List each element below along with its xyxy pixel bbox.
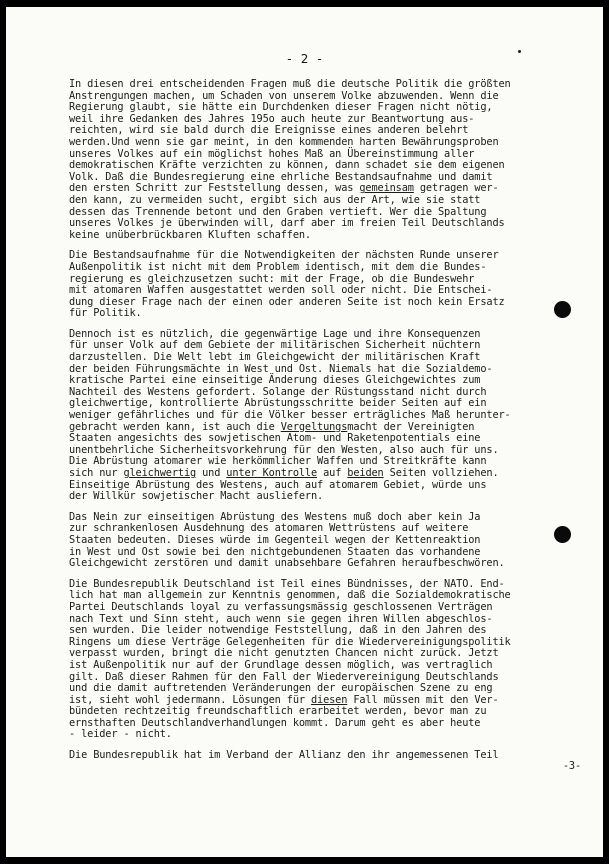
text-line: weniger gefährliches und für die Völker besser erträgliches Maß herunter- xyxy=(69,409,511,422)
text-line: der Willkür sowjetischer Macht ausliefern. xyxy=(69,490,324,503)
document-page xyxy=(6,7,603,857)
text-line: Dennoch ist es nützlich, die gegenwärtige Lage und ihre Konsequenzen xyxy=(69,327,481,340)
text-line: weil ihre Gedanken des Jahres 195o auch heute zur Beantwortung aus- xyxy=(69,112,475,125)
punch-hole-upper xyxy=(554,301,571,318)
text-line: Die Bestandsaufnahme für die Notwendigkeiten der nächsten Runde unserer xyxy=(69,249,499,262)
text-line: Ringens um diese Verträge Gelegenheiten für die Wiedervereinigungspolitik xyxy=(69,635,511,648)
scan-speck xyxy=(518,50,521,53)
text-line: Staaten bedeuten. Dieses würde im Gegenteil wegen der Kettenreaktion xyxy=(69,533,481,546)
text-line: gebracht werden kann, ist auch die Vergeltungsmacht der Vereinigten xyxy=(69,420,475,433)
text-line: in West und Ost sowie bei den nichtgebundenen Staaten das vorhandene xyxy=(69,545,481,558)
text-line: nach Text und Sinn steht, auch wenn sie gegen ihren Willen abgeschlos- xyxy=(69,612,493,625)
text-line: unseres Volkes auf ein möglichst hohes Maß an Übereinstimmung aller xyxy=(69,147,475,160)
next-page-marker: -3- xyxy=(562,759,581,772)
text-line: - leider - nicht. xyxy=(69,728,172,741)
text-line: sich nur gleichwertig und unter Kontrolle auf beiden Seiten vollziehen. xyxy=(69,467,499,479)
text-line: Die Abrüstung atomarer wie herkömmlicher Waffen und Streitkräfte kann xyxy=(69,455,487,468)
text-line: und die damit auftretenden Veränderungen der europäischen Szene zu eng xyxy=(69,682,493,695)
text-line: für unser Volk auf dem Gebiete der militärischen Sicherheit nüchtern xyxy=(69,339,481,352)
text-line: Einseitige Abrüstung des Westens, auch auf atomarem Gebiet, würde uns xyxy=(69,478,487,491)
text-line: kratische Partei eine einseitige Änderung dieses Gleichgewichtes zum xyxy=(69,374,481,387)
text-line: werden.Und wenn sie gar meint, in den kommenden harten Bewährungsproben xyxy=(69,135,499,148)
page-number: - 2 - xyxy=(285,51,324,66)
text-line: gilt. Daß dieser Rahmen für den Fall der Wiedervereinigung Deutschlands xyxy=(69,670,499,683)
text-line: Staaten angesichts des sowjetischen Atom- und Raketenpotentials eine xyxy=(69,432,481,445)
text-line: Regierung glaubt, sie hätte ein Durchdenken dieser Fragen nicht nötig, xyxy=(69,101,493,114)
paragraph-3 xyxy=(69,329,589,503)
text-line: Nachteil des Westens gefordert. Solange der Rüstungsstand nicht durch xyxy=(69,385,487,398)
text-line: bündeten rechtzeitig freundschaftlich erarbeitet werden, bevor man zu xyxy=(69,705,487,718)
text-line: verpasst wurden, bringt die nicht genutzten Chancen nicht zurück. Jetzt xyxy=(69,647,499,660)
text-line: keine unüberbrückbaren Kluften schaffen. xyxy=(69,228,311,241)
text-line: dessen das Trennende betont und den Graben vertieft. Wer die Spaltung xyxy=(69,205,487,218)
paragraph-4 xyxy=(69,512,589,570)
continuation-line: Die Bundesrepublik hat im Verband der Allianz den ihr angemessenen Teil xyxy=(69,749,499,762)
text-line: für Politik. xyxy=(69,307,142,320)
text-line: ist Außenpolitik nur auf der Grundlage dessen möglich, was vertraglich xyxy=(69,658,493,671)
text-line: Außenpolitik ist nicht mit dem Problem identisch, mit dem die Bundes- xyxy=(69,260,487,273)
text-line: Die Bundesrepublik Deutschland ist Teil eines Bündnisses, der NATO. End- xyxy=(69,577,505,590)
text-line: reichten, wird sie bald durch die Ereignisse eines anderen belehrt xyxy=(69,124,469,137)
text-line: ist, sieht wohl jedermann. Lösungen für diesen Fall müssen mit den Ver- xyxy=(69,693,499,706)
text-line: In diesen drei entscheidenden Fragen muß die deutsche Politik die größten xyxy=(69,78,511,90)
footer-continuation xyxy=(69,750,589,772)
paragraph-1 xyxy=(69,79,589,241)
text-line: unentbehrliche Sicherheitsvorkehrung für den Westen, also auch für uns. xyxy=(69,443,499,456)
text-line: den kann, zu vermeiden sucht, ergibt sich aus der Art, wie sie statt xyxy=(69,193,481,206)
paragraph-5 xyxy=(69,579,589,741)
text-line: regierung es gleichzusetzen sucht: mit der Frage, ob die Bundeswehr xyxy=(69,272,475,285)
paragraph-2 xyxy=(69,250,589,320)
text-line: Anstrengungen machen, um Schaden von unserem Volke abzuwenden. Wenn die xyxy=(69,89,499,102)
text-line: der beiden Führungsmächte in West und Ost. Niemals hat die Sozialdemo- xyxy=(69,362,493,375)
text-line: gleichwertige, kontrollierte Abrüstungsschritte beider Seiten auf ein xyxy=(69,397,487,410)
text-line: den ersten Schritt zur Feststellung dessen, was gemeinsam getragen wer- xyxy=(69,182,499,195)
text-line: unseres Volkes je überwinden will, darf aber im freien Teil Deutschlands xyxy=(69,217,505,230)
text-line: Partei Deutschlands loyal zu verfassungsmässig geschlossenen Verträgen xyxy=(69,600,493,613)
document-body xyxy=(69,79,589,781)
text-line: ernsthaften Deutschlandverhandlungen kommt. Darum geht es aber heute xyxy=(69,716,481,729)
punch-hole-lower xyxy=(554,526,571,543)
text-line: sen wurden. Die leider notwendige Feststellung, daß in den Jahren des xyxy=(69,624,487,637)
text-line: darzustellen. Die Welt lebt im Gleichgewicht der militärischen Kraft xyxy=(69,351,481,364)
text-line: zur schrankenlosen Ausdehnung des atomaren Wettrüstens auf weitere xyxy=(69,522,469,535)
text-line: mit atomaren Waffen ausgestattet werden soll oder nicht. Die Entschei- xyxy=(69,284,493,297)
text-line: demokratischen Kräfte verzichten zu können, dann schadet sie dem eigenen xyxy=(69,159,505,172)
text-line: Das Nein zur einseitigen Abrüstung des Westens muß doch aber kein Ja xyxy=(69,510,481,523)
text-line: lich hat man allgemein zur Kenntnis genommen, daß die Sozialdemokratische xyxy=(69,589,511,602)
text-line: Volk. Daß die Bundesregierung eine ehrliche Bestandsaufnahme und damit xyxy=(69,170,493,183)
text-line: dung dieser Frage nach der einen oder anderen Seite ist noch kein Ersatz xyxy=(69,295,505,308)
text-line: Gleichgewicht zerstören und damit unabsehbare Gefahren heraufbeschwören. xyxy=(69,557,505,570)
